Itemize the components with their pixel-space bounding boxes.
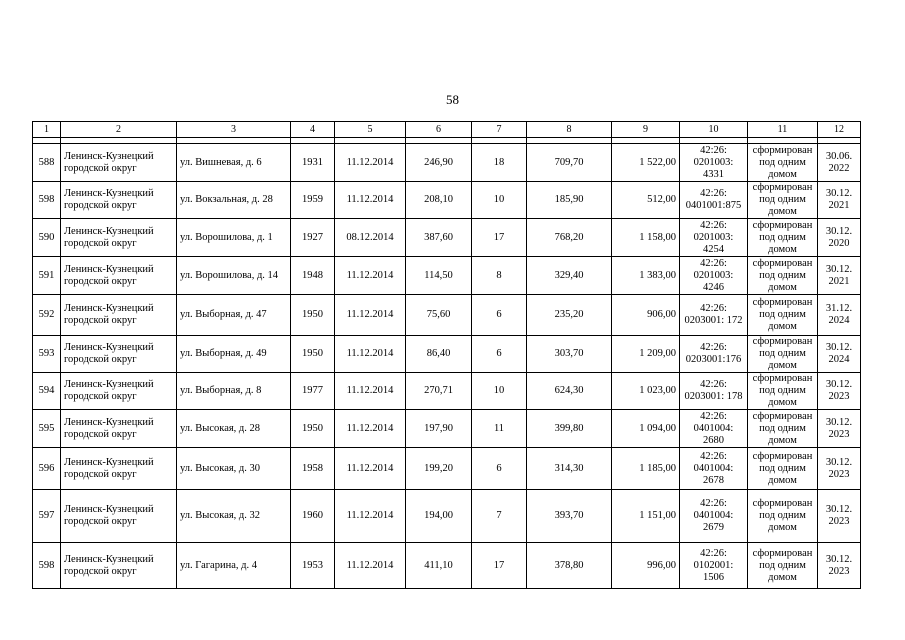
row-number: 594 [33, 373, 61, 410]
area-cell: 208,10 [406, 182, 472, 219]
table-row [33, 543, 861, 589]
year-cell: 1959 [291, 182, 335, 219]
column-header: 6 [406, 122, 472, 138]
status-cell: сформирован под одним домом [748, 144, 818, 182]
deadline-cell: 30.12. 2023 [818, 373, 861, 410]
column-header: 5 [335, 122, 406, 138]
count-cell: 6 [472, 295, 527, 336]
area2-cell: 624,30 [527, 373, 612, 410]
value-cell: 1 023,00 [612, 373, 680, 410]
address-cell: ул. Выборная, д. 47 [177, 295, 291, 336]
table-row [33, 257, 861, 295]
cadastral-number-cell: 42:26: 0201003: 4246 [680, 257, 748, 295]
address-cell: ул. Ворошилова, д. 1 [177, 219, 291, 257]
municipality-cell: Ленинск-Кузнецкий городской округ [61, 182, 177, 219]
count-cell: 6 [472, 448, 527, 490]
value-cell: 512,00 [612, 182, 680, 219]
row-number: 596 [33, 448, 61, 490]
row-number: 595 [33, 410, 61, 448]
address-cell: ул. Высокая, д. 28 [177, 410, 291, 448]
count-cell: 10 [472, 182, 527, 219]
date-cell: 11.12.2014 [335, 336, 406, 373]
area-cell: 75,60 [406, 295, 472, 336]
year-cell: 1948 [291, 257, 335, 295]
area2-cell: 768,20 [527, 219, 612, 257]
deadline-cell: 30.12. 2021 [818, 257, 861, 295]
column-header: 1 [33, 122, 61, 138]
count-cell: 10 [472, 373, 527, 410]
municipality-cell: Ленинск-Кузнецкий городской округ [61, 219, 177, 257]
status-cell: сформирован под одним домом [748, 219, 818, 257]
status-cell: сформирован под одним домом [748, 448, 818, 490]
value-cell: 1 209,00 [612, 336, 680, 373]
year-cell: 1958 [291, 448, 335, 490]
deadline-cell: 31.12. 2024 [818, 295, 861, 336]
municipality-cell: Ленинск-Кузнецкий городской округ [61, 543, 177, 589]
area2-cell: 378,80 [527, 543, 612, 589]
date-cell: 11.12.2014 [335, 448, 406, 490]
cadastral-number-cell: 42:26: 0401004: 2678 [680, 448, 748, 490]
table-row [33, 373, 861, 410]
count-cell: 7 [472, 490, 527, 543]
row-number: 592 [33, 295, 61, 336]
area2-cell: 393,70 [527, 490, 612, 543]
row-number: 588 [33, 144, 61, 182]
area-cell: 387,60 [406, 219, 472, 257]
address-cell: ул. Вишневая, д. 6 [177, 144, 291, 182]
status-cell: сформирован под одним домом [748, 490, 818, 543]
date-cell: 11.12.2014 [335, 257, 406, 295]
area2-cell: 709,70 [527, 144, 612, 182]
year-cell: 1950 [291, 295, 335, 336]
status-cell: сформирован под одним домом [748, 543, 818, 589]
cadastral-number-cell: 42:26: 0203001: 178 [680, 373, 748, 410]
address-cell: ул. Высокая, д. 32 [177, 490, 291, 543]
status-cell: сформирован под одним домом [748, 182, 818, 219]
row-number: 597 [33, 490, 61, 543]
status-cell: сформирован под одним домом [748, 295, 818, 336]
date-cell: 11.12.2014 [335, 182, 406, 219]
date-cell: 11.12.2014 [335, 490, 406, 543]
table-row [33, 490, 861, 543]
cadastral-number-cell: 42:26: 0203001: 172 [680, 295, 748, 336]
page-number: 58 [446, 92, 459, 107]
status-cell: сформирован под одним домом [748, 336, 818, 373]
municipality-cell: Ленинск-Кузнецкий городской округ [61, 410, 177, 448]
deadline-cell: 30.12. 2021 [818, 182, 861, 219]
row-number: 598 [33, 543, 61, 589]
cadastral-number-cell: 42:26: 0201003: 4254 [680, 219, 748, 257]
area2-cell: 235,20 [527, 295, 612, 336]
column-header: 4 [291, 122, 335, 138]
municipality-cell: Ленинск-Кузнецкий городской округ [61, 144, 177, 182]
address-cell: ул. Выборная, д. 49 [177, 336, 291, 373]
column-header: 11 [748, 122, 818, 138]
housing-table [32, 121, 861, 589]
count-cell: 8 [472, 257, 527, 295]
address-cell: ул. Выборная, д. 8 [177, 373, 291, 410]
municipality-cell: Ленинск-Кузнецкий городской округ [61, 448, 177, 490]
table-row [33, 182, 861, 219]
area2-cell: 314,30 [527, 448, 612, 490]
cadastral-number-cell: 42:26: 0203001:176 [680, 336, 748, 373]
table-row [33, 448, 861, 490]
value-cell: 996,00 [612, 543, 680, 589]
municipality-cell: Ленинск-Кузнецкий городской округ [61, 373, 177, 410]
date-cell: 11.12.2014 [335, 543, 406, 589]
value-cell: 906,00 [612, 295, 680, 336]
value-cell: 1 158,00 [612, 219, 680, 257]
row-number: 598 [33, 182, 61, 219]
year-cell: 1953 [291, 543, 335, 589]
date-cell: 08.12.2014 [335, 219, 406, 257]
cadastral-number-cell: 42:26: 0102001: 1506 [680, 543, 748, 589]
column-header: 12 [818, 122, 861, 138]
area2-cell: 399,80 [527, 410, 612, 448]
status-cell: сформирован под одним домом [748, 410, 818, 448]
date-cell: 11.12.2014 [335, 410, 406, 448]
year-cell: 1931 [291, 144, 335, 182]
row-number: 593 [33, 336, 61, 373]
date-cell: 11.12.2014 [335, 373, 406, 410]
count-cell: 18 [472, 144, 527, 182]
cadastral-number-cell: 42:26: 0401001:875 [680, 182, 748, 219]
deadline-cell: 30.12. 2020 [818, 219, 861, 257]
area2-cell: 185,90 [527, 182, 612, 219]
row-number: 590 [33, 219, 61, 257]
value-cell: 1 094,00 [612, 410, 680, 448]
count-cell: 17 [472, 543, 527, 589]
municipality-cell: Ленинск-Кузнецкий городской округ [61, 336, 177, 373]
municipality-cell: Ленинск-Кузнецкий городской округ [61, 295, 177, 336]
address-cell: ул. Вокзальная, д. 28 [177, 182, 291, 219]
year-cell: 1950 [291, 410, 335, 448]
address-cell: ул. Гагарина, д. 4 [177, 543, 291, 589]
column-header: 7 [472, 122, 527, 138]
deadline-cell: 30.12. 2023 [818, 490, 861, 543]
address-cell: ул. Высокая, д. 30 [177, 448, 291, 490]
area-cell: 114,50 [406, 257, 472, 295]
cadastral-number-cell: 42:26: 0401004: 2679 [680, 490, 748, 543]
column-header: 3 [177, 122, 291, 138]
column-header: 10 [680, 122, 748, 138]
table-row [33, 219, 861, 257]
area2-cell: 303,70 [527, 336, 612, 373]
value-cell: 1 151,00 [612, 490, 680, 543]
area2-cell: 329,40 [527, 257, 612, 295]
area-cell: 246,90 [406, 144, 472, 182]
row-number: 591 [33, 257, 61, 295]
header-row [33, 122, 861, 138]
count-cell: 17 [472, 219, 527, 257]
table-row [33, 336, 861, 373]
year-cell: 1977 [291, 373, 335, 410]
municipality-cell: Ленинск-Кузнецкий городской округ [61, 490, 177, 543]
column-header: 8 [527, 122, 612, 138]
area-cell: 194,00 [406, 490, 472, 543]
count-cell: 6 [472, 336, 527, 373]
table-row [33, 410, 861, 448]
municipality-cell: Ленинск-Кузнецкий городской округ [61, 257, 177, 295]
deadline-cell: 30.12. 2023 [818, 410, 861, 448]
year-cell: 1950 [291, 336, 335, 373]
year-cell: 1960 [291, 490, 335, 543]
year-cell: 1927 [291, 219, 335, 257]
area-cell: 197,90 [406, 410, 472, 448]
value-cell: 1 522,00 [612, 144, 680, 182]
deadline-cell: 30.12. 2023 [818, 448, 861, 490]
deadline-cell: 30.06. 2022 [818, 144, 861, 182]
cadastral-number-cell: 42:26: 0401004: 2680 [680, 410, 748, 448]
status-cell: сформирован под одним домом [748, 373, 818, 410]
column-header: 2 [61, 122, 177, 138]
area-cell: 270,71 [406, 373, 472, 410]
table-row [33, 144, 861, 182]
date-cell: 11.12.2014 [335, 144, 406, 182]
area-cell: 411,10 [406, 543, 472, 589]
value-cell: 1 383,00 [612, 257, 680, 295]
column-header: 9 [612, 122, 680, 138]
deadline-cell: 30.12. 2024 [818, 336, 861, 373]
value-cell: 1 185,00 [612, 448, 680, 490]
cadastral-number-cell: 42:26: 0201003: 4331 [680, 144, 748, 182]
date-cell: 11.12.2014 [335, 295, 406, 336]
area-cell: 199,20 [406, 448, 472, 490]
address-cell: ул. Ворошилова, д. 14 [177, 257, 291, 295]
area-cell: 86,40 [406, 336, 472, 373]
status-cell: сформирован под одним домом [748, 257, 818, 295]
deadline-cell: 30.12. 2023 [818, 543, 861, 589]
count-cell: 11 [472, 410, 527, 448]
table-row [33, 295, 861, 336]
